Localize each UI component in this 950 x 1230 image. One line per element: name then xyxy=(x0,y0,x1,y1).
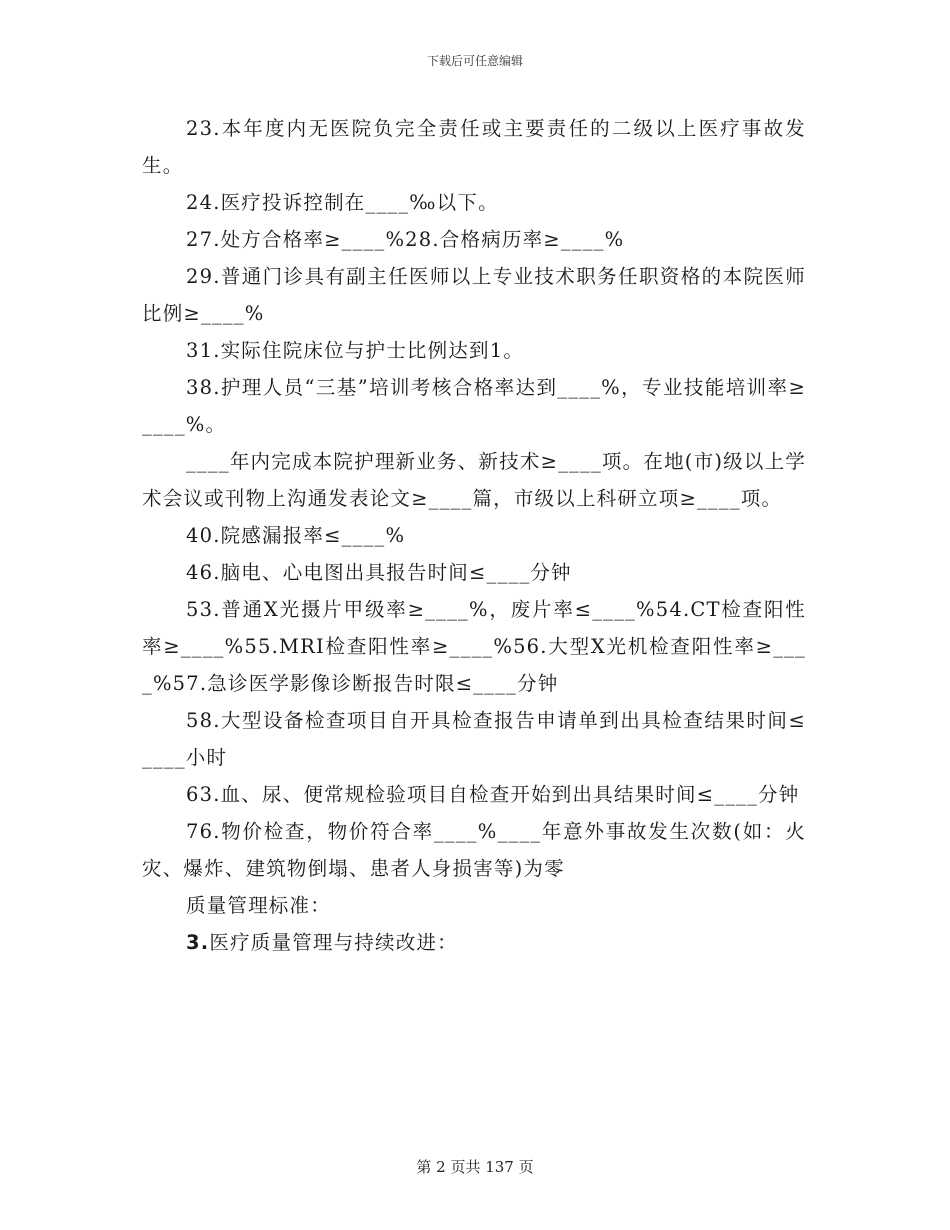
paragraph-53-57: 53.普通X光摄片甲级率≥____%，废片率≤____%54.CT检查阳性率≥____%55.MRI检查阳性率≥____%56.大型X光机检查阳性率≥____%57.急诊医学影像诊断报告时限≤____分钟 xyxy=(142,598,806,695)
paragraph-63: 63.血、尿、便常规检验项目自检查开始到出具结果时间≤____分钟 xyxy=(186,783,800,806)
paragraph-40: 40.院感漏报率≤____% xyxy=(186,524,406,547)
page-footer: 第 2 页共 137 页 xyxy=(416,1158,534,1176)
paragraph-quality-standard: 质量管理标准： xyxy=(186,894,331,917)
paragraph-58: 58.大型设备检查项目自开具检查报告申请单到出具检查结果时间≤____小时 xyxy=(142,709,806,769)
section-title: 医疗质量管理与持续改进： xyxy=(209,931,458,954)
paragraph-46: 46.脑电、心电图出具报告时间≤____分钟 xyxy=(186,561,572,584)
paragraph-nursing-research: ____年内完成本院护理新业务、新技术≥____项。在地(市)级以上学术会议或刊物上沟通发表论文≥____篇，市级以上科研立项≥____项。 xyxy=(142,450,806,510)
document-body xyxy=(142,110,806,961)
paragraph-76: 76.物价检查，物价符合率____%____年意外事故发生次数(如：火灾、爆炸、建筑物倒塌、患者人身损害等)为零 xyxy=(142,820,806,880)
paragraph-section-3 xyxy=(142,924,806,961)
section-number: 3. xyxy=(186,931,210,954)
paragraph-31: 31.实际住院床位与护士比例达到1。 xyxy=(186,339,525,362)
paragraph-38: 38.护理人员“三基”培训考核合格率达到____%，专业技能培训率≥____%。 xyxy=(142,376,806,436)
page-header: 下载后可任意编辑 xyxy=(426,54,523,68)
paragraph-24: 24.医疗投诉控制在____‰以下。 xyxy=(186,191,499,214)
paragraph-23: 23.本年度内无医院负完全责任或主要责任的二级以上医疗事故发生。 xyxy=(142,117,806,177)
paragraph-27-28: 27.处方合格率≥____%28.合格病历率≥____% xyxy=(186,228,625,251)
paragraph-29: 29.普通门诊具有副主任医师以上专业技术职务任职资格的本院医师比例≥____% xyxy=(142,265,806,325)
